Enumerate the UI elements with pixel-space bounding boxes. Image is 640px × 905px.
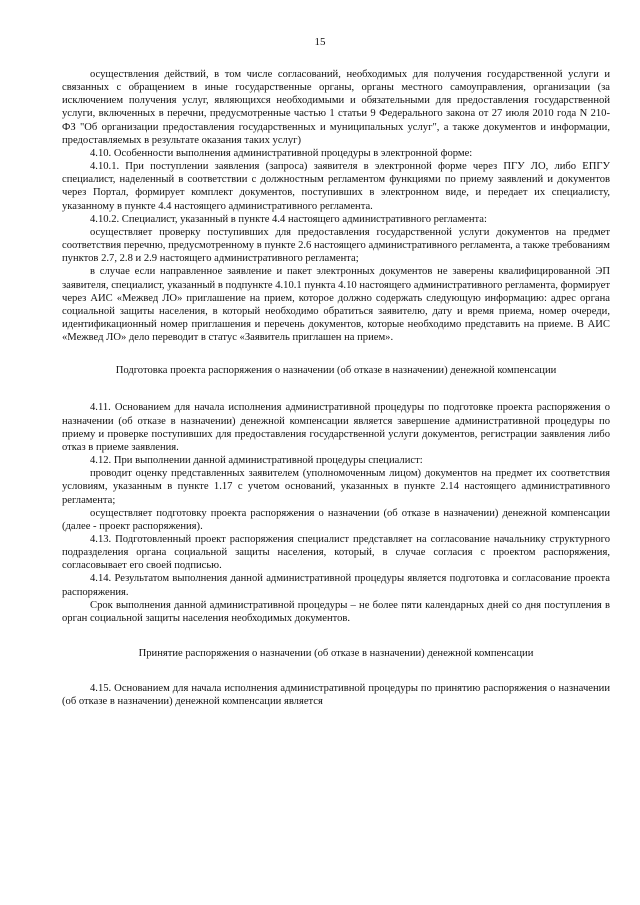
paragraph-deadline: Срок выполнения данной административной процедуры – не более пяти календарных дней со дня поступления в орган социальной защиты населения необходимых документов. <box>62 599 610 624</box>
paragraph-invitation: в случае если направленное заявление и пакет электронных документов не заверены квалифицированной ЭП заявителя, специалист, указанный в подпункте 4.10.1 пункта 4.10 настоящего административного регламента, формирует через АИС «Межвед ЛО» приглашение на прием, которое должно содержать следующую информацию: адрес органа социальной защиты населения, в который необходимо обратиться заявителю, дату и время приема, номер очереди, идентификационный номер приглашения и перечень документов, которые необходимо представить на приеме. В АИС «Межвед ЛО» дело переводит в статус «Заявитель приглашен на прием». <box>62 266 610 344</box>
paragraph-4-15: 4.15. Основанием для начала исполнения административной процедуры по принятию распоряжения о назначении (об отказе в назначении) денежной компенсации является <box>62 683 610 708</box>
paragraph-prepare-draft: осуществляет подготовку проекта распоряжения о назначении (об отказе в назначении) денежной компенсации (далее - проект распоряжения). <box>62 507 610 532</box>
paragraph-assessment: проводит оценку представленных заявителем (уполномоченным лицом) документов на предмет их соответствия условиям, указанным в пункте 1.17 с учетом оснований, указанных в пункте 2.14 настоящего административного регламента; <box>62 468 610 506</box>
paragraph-4-10-2: 4.10.2. Специалист, указанный в пункте 4.4 настоящего административного регламента: <box>90 213 487 225</box>
paragraph-4-10: 4.10. Особенности выполнения административной процедуры в электронной форме: <box>90 147 473 159</box>
section-heading-adopt-order: Принятие распоряжения о назначении (об отказе в назначении) денежной компенсации <box>138 648 534 660</box>
page-number: 15 <box>314 36 326 48</box>
paragraph-check-documents: осуществляет проверку поступивших для предоставления государственной услуги документов на предмет соответствия перечню, предусмотренному в пункте 2.6 настоящего административного регламента, а также требованиям пунктов 2.7, 2.8 и 2.9 настоящего административного регламента; <box>62 226 610 265</box>
paragraph-4-12: 4.12. При выполнении данной административной процедуры специалист: <box>90 455 423 467</box>
paragraph-4-10-1: 4.10.1. При поступлении заявления (запроса) заявителя в электронной форме через ПГУ ЛО, либо ЕПГУ специалист, наделенный в соответствии с должностным регламентом функциями по приему заявлений и документов через Портал, формирует комплект документов, поступивших в электронном виде, и передает их специалисту, указанному в пункте 4.4 настоящего административного регламента. <box>62 161 610 212</box>
paragraph-continuation: осуществления действий, в том числе согласований, необходимых для получения государственной услуги и связанных с обращением в иные государственные органы, органы местного самоуправления, организации (за исключением получения услуг, являющихся необходимыми и обязательными для предоставления государственной услуги, включенных в перечни, предусмотренные частью 1 статьи 9 Федерального закона от 27 июля 2010 года N 210-ФЗ "Об организации предоставления государственных и муниципальных услуг", а также документов и информации, предоставляемых в результате оказания таких услуг) <box>62 69 610 146</box>
document-body <box>62 68 610 709</box>
paragraph-4-11: 4.11. Основанием для начала исполнения административной процедуры по подготовке проекта распоряжения о назначении (об отказе в назначении) денежной компенсации является завершение административной процедуры по приему и проверке поступивших для предоставления государственной услуги документов, регистрации заявления либо отказ в приеме заявления. <box>62 402 610 453</box>
paragraph-4-14: 4.14. Результатом выполнения данной административной процедуры является подготовка и согласование проекта распоряжения. <box>62 573 610 598</box>
paragraph-4-13: 4.13. Подготовленный проект распоряжения специалист представляет на согласование начальнику структурного подразделения органа социальной защиты населения, который, в случае согласия с проектом распоряжения, согласовывает его своей подписью. <box>62 534 610 572</box>
section-heading-draft-order: Подготовка проекта распоряжения о назначении (об отказе в назначении) денежной компенсации <box>115 365 557 377</box>
